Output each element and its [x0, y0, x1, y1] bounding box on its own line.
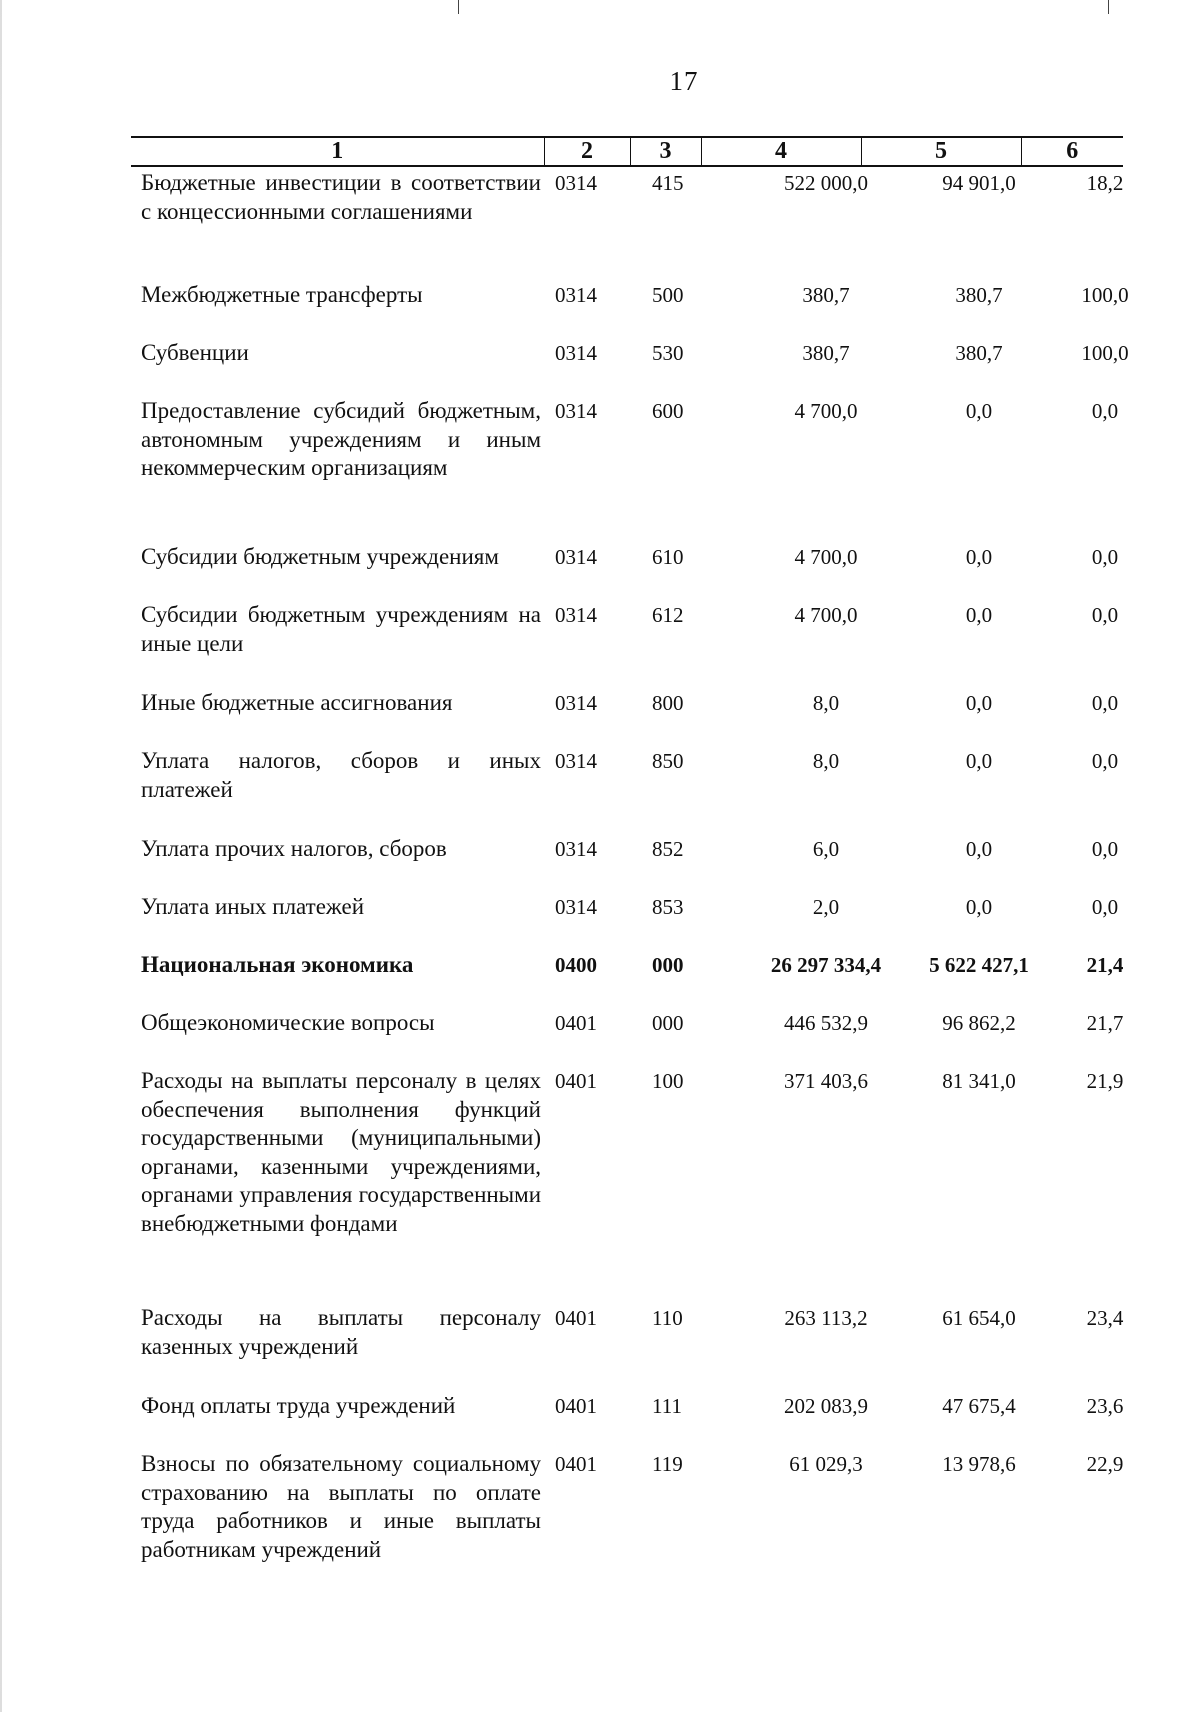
row-executed: 0,0 [965, 749, 993, 773]
row-name: Межбюджетные трансферты [141, 282, 423, 307]
column-header: 5 [861, 137, 1021, 166]
row-percent: 23,4 [1086, 1306, 1124, 1330]
table-row [131, 1067, 1123, 1304]
row-percent: 0,0 [1091, 837, 1119, 861]
row-name: Субвенции [141, 340, 249, 365]
row-expense-type: 100 [652, 1069, 684, 1093]
table-row [131, 1304, 1123, 1392]
table-row [131, 397, 1123, 543]
row-section-code: 0401 [555, 1011, 597, 1035]
scan-left-edge [0, 0, 2, 1712]
row-planned: 2,0 [812, 895, 840, 919]
row-executed: 0,0 [965, 895, 993, 919]
row-executed: 81 341,0 [942, 1069, 1016, 1093]
row-percent: 21,9 [1086, 1069, 1124, 1093]
row-percent: 0,0 [1091, 399, 1119, 423]
row-planned: 4 700,0 [794, 603, 858, 627]
row-planned: 371 403,6 [784, 1069, 868, 1093]
row-section-code: 0314 [555, 341, 597, 365]
row-planned: 26 297 334,4 [770, 953, 882, 977]
table-row [131, 747, 1123, 835]
row-name: Взносы по обязательному социальному страхованию на выплаты по оплате труда работников и иные выплаты работникам учреждений [141, 1451, 541, 1562]
row-executed: 380,7 [955, 341, 1003, 365]
row-planned: 380,7 [802, 341, 850, 365]
row-expense-type: 111 [652, 1394, 682, 1418]
table-row [131, 893, 1123, 951]
row-name: Иные бюджетные ассигнования [141, 690, 453, 715]
row-name: Бюджетные инвестиции в соответствии с концессионными соглашениями [141, 170, 541, 224]
row-planned: 4 700,0 [794, 399, 858, 423]
table-row [131, 835, 1123, 893]
table-row [131, 1450, 1123, 1570]
table-row-section-total [131, 951, 1123, 1009]
row-name: Расходы на выплаты персоналу казенных учреждений [141, 1305, 541, 1359]
row-name: Субсидии бюджетным учреждениям [141, 544, 499, 569]
row-percent: 0,0 [1091, 545, 1119, 569]
row-planned: 61 029,3 [789, 1452, 863, 1476]
table-row [131, 169, 1123, 281]
row-planned: 8,0 [812, 749, 840, 773]
row-planned: 263 113,2 [784, 1306, 868, 1330]
row-percent: 0,0 [1091, 691, 1119, 715]
column-header: 3 [630, 137, 701, 166]
scan-top-mark [458, 0, 459, 14]
row-name: Субсидии бюджетным учреждениям на иные цели [141, 602, 541, 656]
row-expense-type: 850 [652, 749, 684, 773]
row-section-code: 0401 [555, 1452, 597, 1476]
row-section-code: 0401 [555, 1069, 597, 1093]
page-number: 17 [669, 66, 699, 96]
row-expense-type: 415 [652, 171, 684, 195]
table-header [131, 136, 1123, 167]
row-section-code: 0401 [555, 1306, 597, 1330]
row-percent: 18,2 [1086, 171, 1124, 195]
row-expense-type: 500 [652, 283, 684, 307]
row-expense-type: 110 [652, 1306, 683, 1330]
row-planned: 446 532,9 [784, 1011, 868, 1035]
row-planned: 522 000,0 [784, 171, 868, 195]
row-section-code: 0314 [555, 691, 597, 715]
row-name: Расходы на выплаты персоналу в целях обеспечения выполнения функций государственными (муниципальными) органами, казенными учреждениями, органами управления государственными внебюджетными фондами [141, 1068, 541, 1236]
row-name: Общеэкономические вопросы [141, 1010, 435, 1035]
row-expense-type: 000 [652, 1011, 684, 1035]
row-expense-type: 612 [652, 603, 684, 627]
row-section-code: 0314 [555, 283, 597, 307]
row-percent: 21,7 [1086, 1011, 1124, 1035]
column-header: 6 [1021, 137, 1123, 166]
table-row [131, 601, 1123, 689]
row-section-code: 0400 [555, 953, 597, 977]
row-executed: 0,0 [965, 545, 993, 569]
row-planned: 8,0 [812, 691, 840, 715]
row-name: Уплата налогов, сборов и иных платежей [141, 748, 541, 802]
row-name: Уплата иных платежей [141, 894, 365, 919]
row-section-code: 0314 [555, 837, 597, 861]
row-section-code: 0401 [555, 1394, 597, 1418]
row-executed: 47 675,4 [942, 1394, 1016, 1418]
row-percent: 21,4 [1086, 953, 1124, 977]
row-section-code: 0314 [555, 545, 597, 569]
row-expense-type: 853 [652, 895, 684, 919]
row-expense-type: 530 [652, 341, 684, 365]
row-name: Предоставление субсидий бюджетным, автономным учреждениям и иным некоммерческим организациям [141, 398, 541, 480]
row-percent: 23,6 [1086, 1394, 1124, 1418]
row-section-code: 0314 [555, 603, 597, 627]
row-planned: 6,0 [812, 837, 840, 861]
row-executed: 0,0 [965, 837, 993, 861]
table-row [131, 543, 1123, 601]
row-planned: 380,7 [802, 283, 850, 307]
row-executed: 5 622 427,1 [929, 953, 1029, 977]
row-expense-type: 852 [652, 837, 684, 861]
table-body [131, 169, 1129, 1570]
row-expense-type: 600 [652, 399, 684, 423]
row-percent: 100,0 [1081, 341, 1129, 365]
row-executed: 0,0 [965, 603, 993, 627]
row-executed: 0,0 [965, 399, 993, 423]
row-section-code: 0314 [555, 399, 597, 423]
row-percent: 0,0 [1091, 603, 1119, 627]
row-percent: 100,0 [1081, 283, 1129, 307]
row-section-code: 0314 [555, 749, 597, 773]
table-row [131, 689, 1123, 747]
column-header: 2 [544, 137, 630, 166]
row-executed: 13 978,6 [942, 1452, 1016, 1476]
row-expense-type: 000 [652, 953, 684, 977]
table-row [131, 1392, 1123, 1450]
row-percent: 0,0 [1091, 749, 1119, 773]
row-name: Фонд оплаты труда учреждений [141, 1393, 456, 1418]
row-section-code: 0314 [555, 171, 597, 195]
row-executed: 96 862,2 [942, 1011, 1016, 1035]
row-planned: 4 700,0 [794, 545, 858, 569]
column-header: 4 [701, 137, 861, 166]
row-executed: 94 901,0 [942, 171, 1016, 195]
row-percent: 22,9 [1086, 1452, 1124, 1476]
table-row [131, 281, 1129, 339]
row-name: Уплата прочих налогов, сборов [141, 836, 447, 861]
row-planned: 202 083,9 [784, 1394, 868, 1418]
row-section-code: 0314 [555, 895, 597, 919]
table-row [131, 339, 1129, 397]
row-expense-type: 800 [652, 691, 684, 715]
table-row [131, 1009, 1123, 1067]
row-name: Национальная экономика [141, 952, 414, 977]
row-expense-type: 119 [652, 1452, 683, 1476]
row-percent: 0,0 [1091, 895, 1119, 919]
column-header: 1 [131, 137, 544, 166]
row-expense-type: 610 [652, 545, 684, 569]
row-executed: 0,0 [965, 691, 993, 715]
row-executed: 380,7 [955, 283, 1003, 307]
row-executed: 61 654,0 [942, 1306, 1016, 1330]
scan-top-mark [1108, 0, 1109, 14]
